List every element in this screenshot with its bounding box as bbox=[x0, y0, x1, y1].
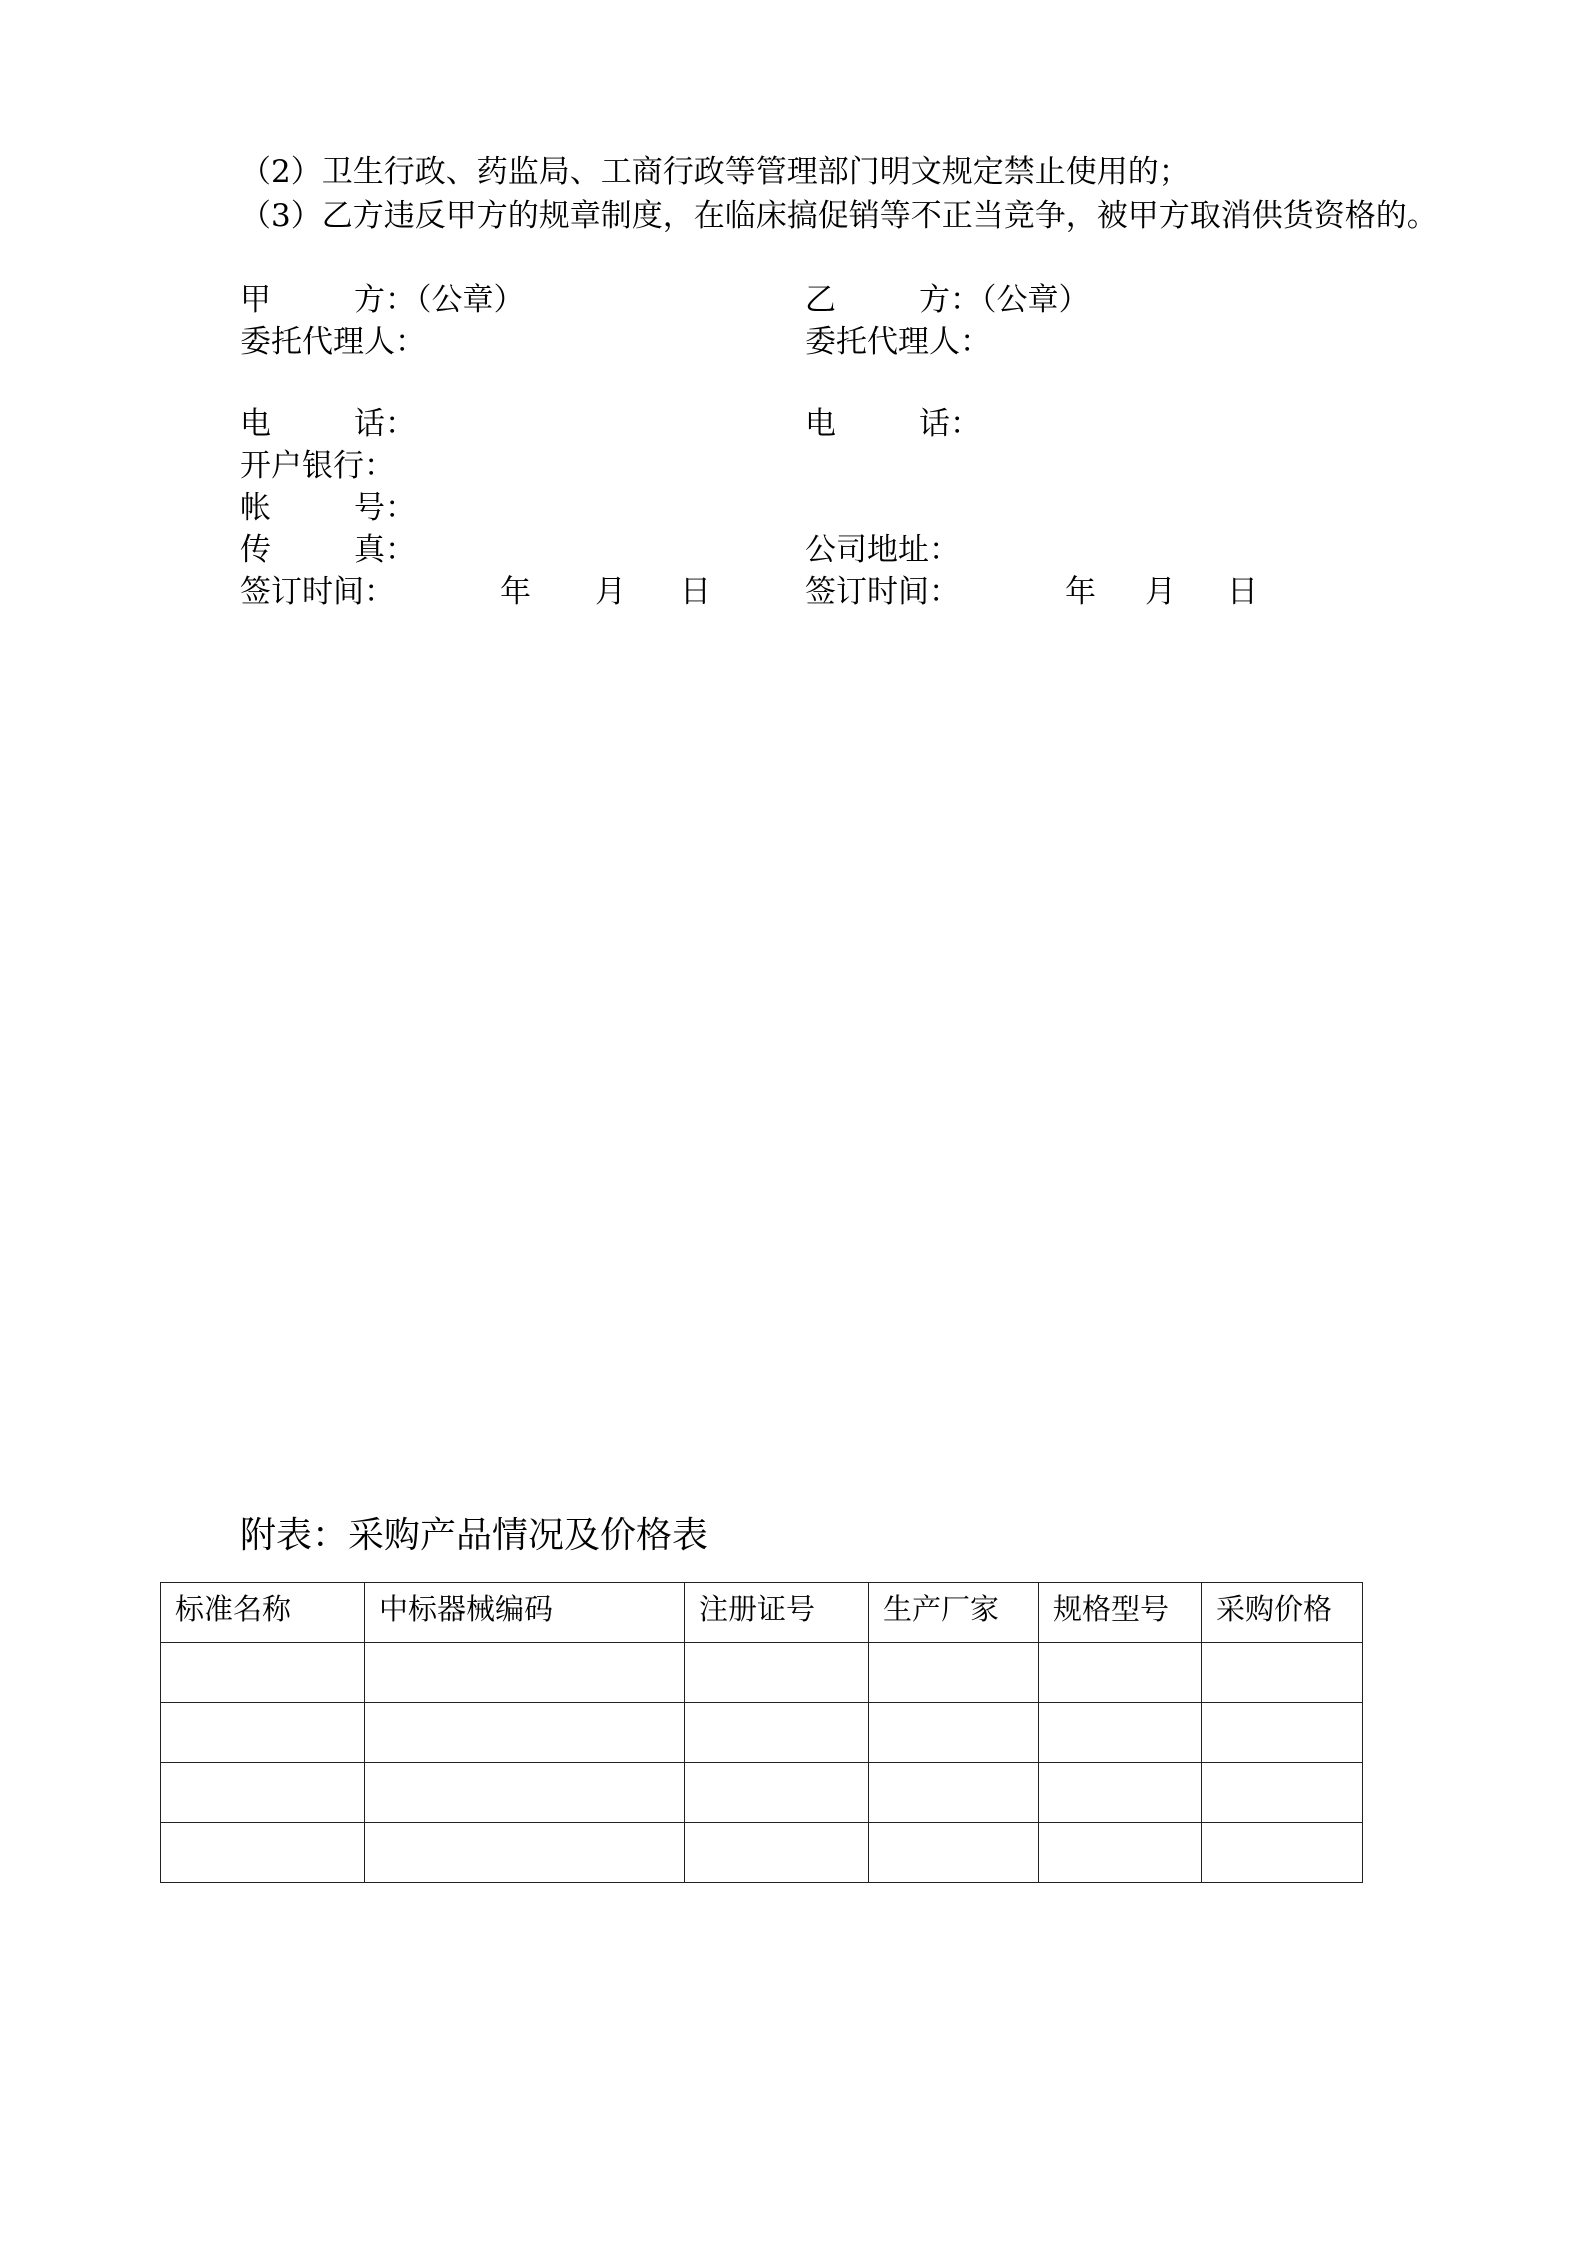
party-a-seal: ：（公章） bbox=[385, 282, 525, 318]
price-table bbox=[160, 1582, 1363, 1883]
party-b-label: 乙 方 bbox=[805, 282, 950, 318]
table-cell bbox=[1039, 1823, 1202, 1883]
table-cell bbox=[685, 1823, 869, 1883]
party-b-month: 月 bbox=[1145, 574, 1176, 610]
party-a-day: 日 bbox=[680, 574, 711, 610]
party-b-sign-time-label: 签订时间： bbox=[805, 574, 960, 610]
table-cell bbox=[365, 1703, 685, 1763]
table-cell bbox=[161, 1763, 365, 1823]
column-header: 采购价格 bbox=[1202, 1583, 1363, 1643]
party-a-bank: 开户银行： bbox=[240, 448, 395, 484]
table-cell bbox=[869, 1763, 1039, 1823]
table-cell bbox=[365, 1643, 685, 1703]
table-cell bbox=[365, 1823, 685, 1883]
table-cell bbox=[1039, 1703, 1202, 1763]
party-a-sign-time-label: 签订时间： bbox=[240, 574, 395, 610]
party-b-day: 日 bbox=[1227, 574, 1258, 610]
column-header: 生产厂家 bbox=[869, 1583, 1039, 1643]
column-header: 规格型号 bbox=[1039, 1583, 1202, 1643]
table-row bbox=[161, 1703, 1363, 1763]
party-b-year: 年 bbox=[1065, 574, 1096, 610]
table-cell bbox=[161, 1703, 365, 1763]
table-row bbox=[161, 1763, 1363, 1823]
table-cell bbox=[685, 1703, 869, 1763]
party-b-name-line bbox=[805, 278, 1090, 322]
party-b-seal: ：（公章） bbox=[950, 282, 1090, 318]
party-a-month: 月 bbox=[595, 574, 626, 610]
party-a-phone-label: 电 话 bbox=[240, 406, 385, 442]
party-a-name-line bbox=[240, 278, 525, 322]
party-a-label: 甲 方 bbox=[240, 282, 385, 318]
party-a-account-line: 帐 号 ： bbox=[240, 486, 416, 530]
table-cell bbox=[1202, 1823, 1363, 1883]
party-a-year: 年 bbox=[500, 574, 531, 610]
table-cell bbox=[869, 1643, 1039, 1703]
party-b-phone-label: 电 话 bbox=[805, 406, 950, 442]
table-cell bbox=[1202, 1763, 1363, 1823]
party-a-agent: 委托代理人： bbox=[240, 324, 426, 360]
table-cell bbox=[161, 1643, 365, 1703]
party-b-phone-line: 电 话 ： bbox=[805, 402, 981, 446]
appendix-title: 附表：采购产品情况及价格表 bbox=[240, 1515, 709, 1556]
table-cell bbox=[1202, 1643, 1363, 1703]
party-a-sign-time-line bbox=[240, 570, 760, 614]
table-cell bbox=[869, 1823, 1039, 1883]
party-a-account-label: 帐 号 bbox=[240, 490, 385, 526]
table-row bbox=[161, 1823, 1363, 1883]
clause-item-2: （2）卫生行政、药监局、工商行政等管理部门明文规定禁止使用的； bbox=[240, 154, 1190, 190]
party-a-fax-line: 传 真 ： bbox=[240, 528, 416, 572]
table-cell bbox=[1039, 1763, 1202, 1823]
clause-item-3: （3）乙方违反甲方的规章制度，在临床搞促销等不正当竞争，被甲方取消供货资格的。 bbox=[240, 198, 1438, 234]
party-b-agent: 委托代理人： bbox=[805, 324, 991, 360]
party-a-phone-line: 电 话 ： bbox=[240, 402, 416, 446]
table-cell bbox=[869, 1703, 1039, 1763]
column-header: 注册证号 bbox=[685, 1583, 869, 1643]
table-cell bbox=[685, 1643, 869, 1703]
table-cell bbox=[161, 1823, 365, 1883]
column-header: 中标器械编码 bbox=[365, 1583, 685, 1643]
table-row bbox=[161, 1643, 1363, 1703]
column-header: 标准名称 bbox=[161, 1583, 365, 1643]
party-b-address: 公司地址： bbox=[805, 532, 960, 568]
table-cell bbox=[685, 1763, 869, 1823]
table-cell bbox=[1039, 1643, 1202, 1703]
party-b-sign-time-line bbox=[805, 570, 1325, 614]
table-header-row bbox=[161, 1583, 1363, 1643]
table-cell bbox=[365, 1763, 685, 1823]
table-cell bbox=[1202, 1703, 1363, 1763]
party-a-fax-label: 传 真 bbox=[240, 532, 385, 568]
